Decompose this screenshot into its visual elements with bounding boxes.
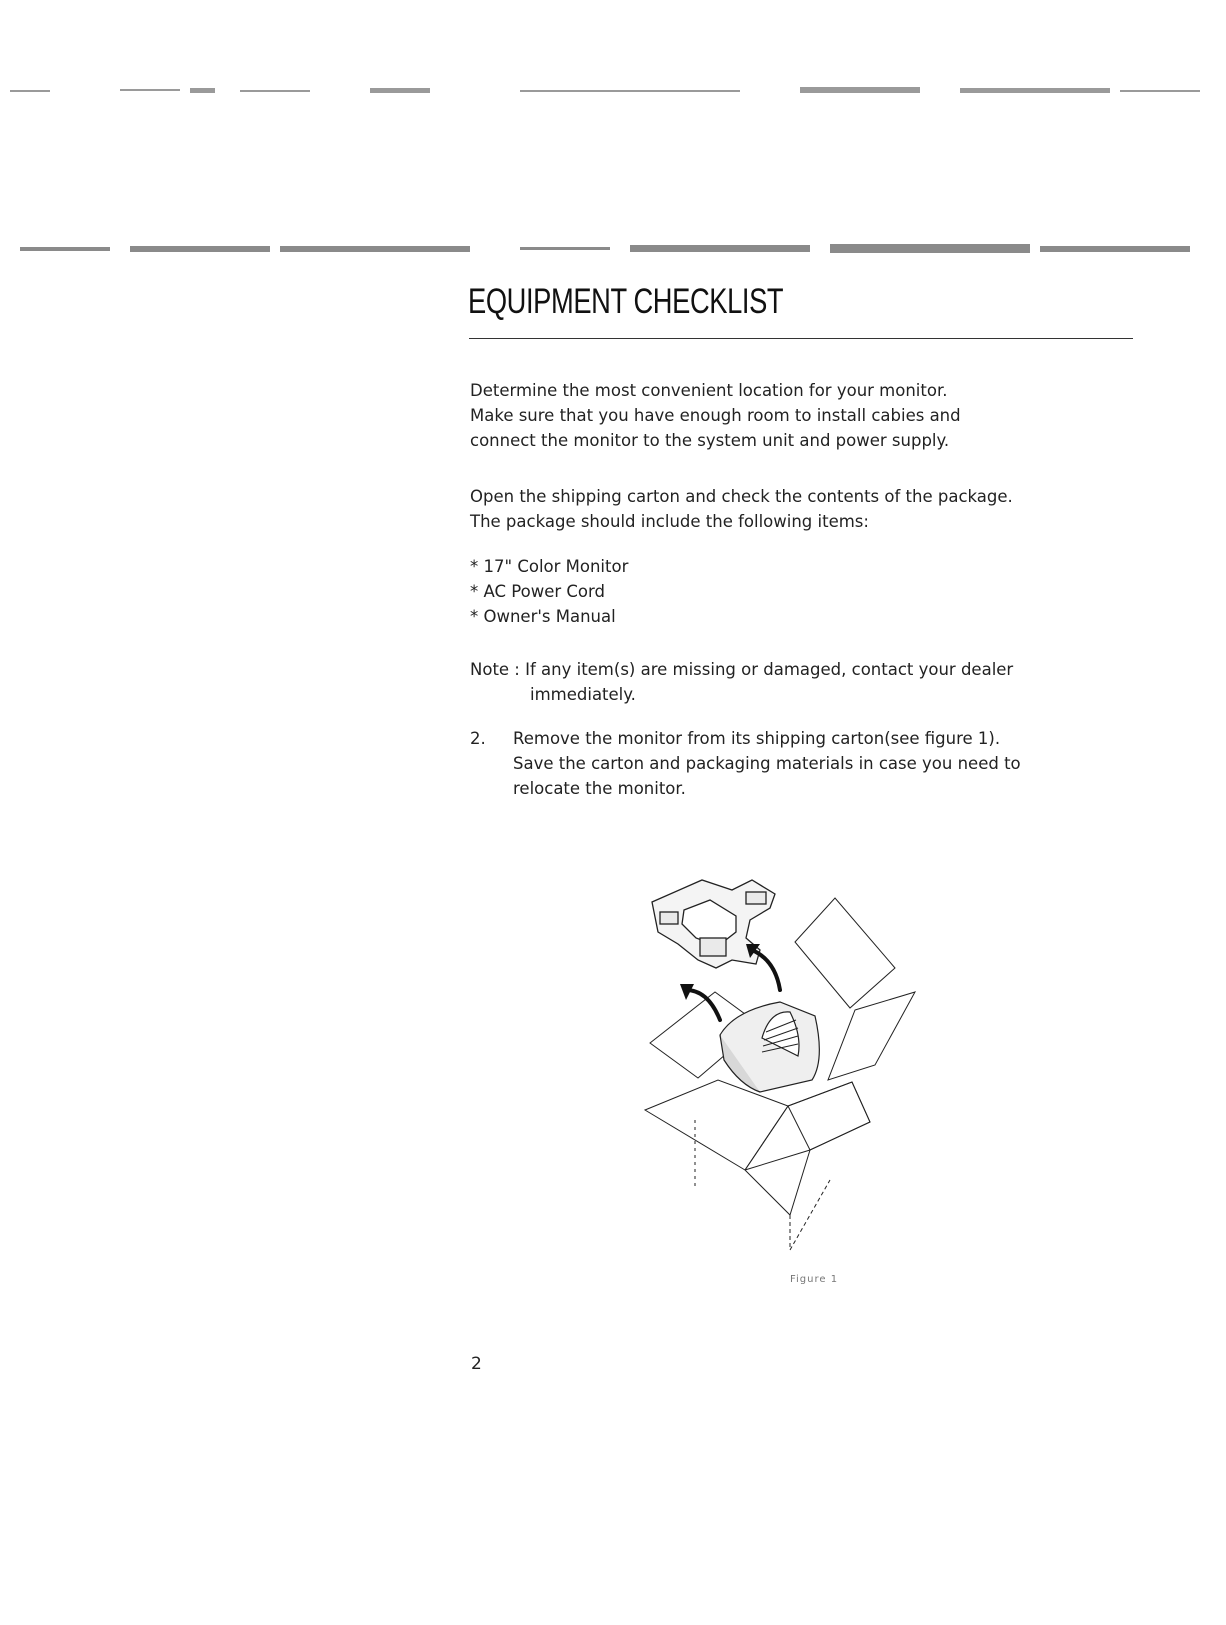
scan-noise-band <box>0 84 1226 98</box>
step-line: relocate the monitor. <box>513 779 686 798</box>
scan-noise-band <box>0 242 1226 256</box>
note <box>470 657 1160 707</box>
intro-paragraph <box>470 378 1160 453</box>
package-items-list <box>470 554 1160 629</box>
list-item: * AC Power Cord <box>470 582 605 601</box>
intro-line: connect the monitor to the system unit and power supply. <box>470 431 950 450</box>
page-title: EQUIPMENT CHECKLIST <box>468 282 784 321</box>
step-2 <box>470 726 1160 801</box>
contents-paragraph <box>470 484 1160 534</box>
list-item: * Owner's Manual <box>470 607 616 626</box>
contents-line: The package should include the following items: <box>470 512 869 531</box>
unpacking-illustration <box>640 860 980 1260</box>
step-number: 2. <box>470 729 486 748</box>
contents-line: Open the shipping carton and check the contents of the package. <box>470 487 1013 506</box>
list-item: * 17" Color Monitor <box>470 557 629 576</box>
figure-caption: Figure 1 <box>790 1274 839 1285</box>
step-line: Save the carton and packaging materials in case you need to <box>513 754 1021 773</box>
intro-line: Make sure that you have enough room to install cabies and <box>470 406 961 425</box>
page-number: 2 <box>471 1354 482 1374</box>
title-divider <box>469 338 1133 339</box>
note-line: immediately. <box>530 685 636 704</box>
step-line: Remove the monitor from its shipping carton(see figure 1). <box>513 729 1001 748</box>
intro-line: Determine the most convenient location for your monitor. <box>470 381 948 400</box>
note-line: Note : If any item(s) are missing or damaged, contact your dealer <box>470 660 1014 679</box>
